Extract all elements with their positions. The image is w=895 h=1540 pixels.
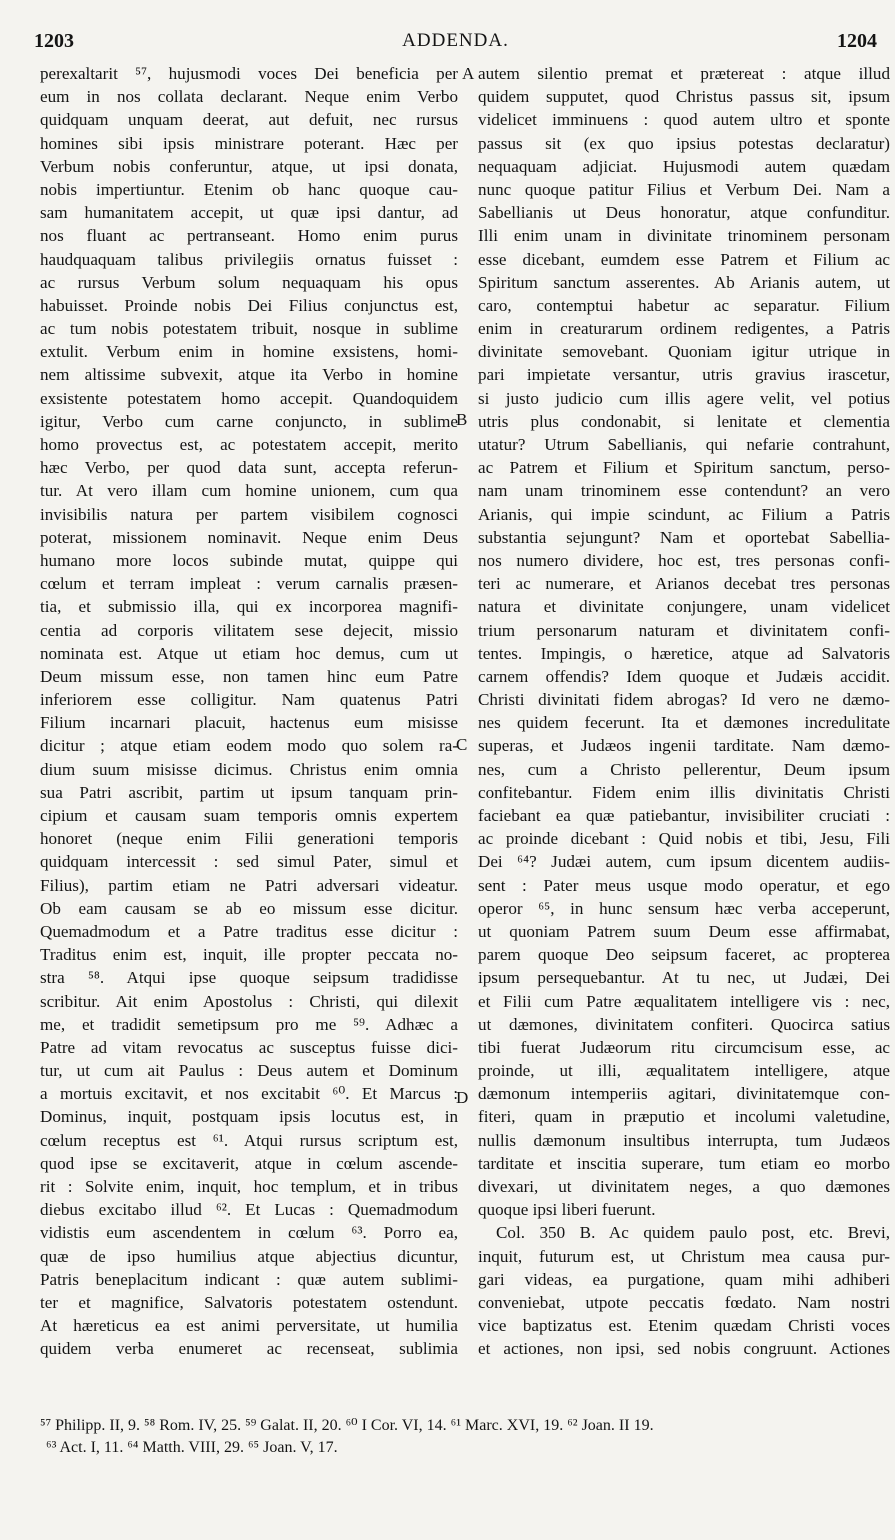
text-line: proinde, ut illi, æqualitatem intelligere, atque	[478, 1061, 890, 1081]
text-line: carnem offendis? Idem quoque et Judæis accidit.	[478, 666, 890, 686]
footnote-line: ⁶³ Act. I, 11. ⁶⁴ Matth. VIII, 29. ⁶⁵ Joan. V, 17.	[46, 1439, 338, 1456]
text-line: Christi divinitati fidem abrogas? Id vero ne dæmo-	[478, 690, 890, 710]
footnotes	[40, 1415, 877, 1459]
text-line: Patre ad vitam revocatus ac susceptus fuisse dici-	[40, 1037, 458, 1057]
text-line: inquit, futurum est, ut Christum mea causa pur-	[478, 1246, 890, 1266]
text-line: Ob eam causam se ab eo missum esse dicitur.	[40, 898, 458, 918]
text-line: sam humanitatem accepit, ut quæ ipsi dantur, ad	[40, 203, 458, 223]
text-line: trium personarum naturam et divinitatem confi-	[478, 620, 890, 640]
text-line: Col. 350 B. Ac quidem paulo post, etc. Brevi,	[496, 1223, 890, 1243]
text-line: poterat, missionem nominavit. Neque enim Deus	[40, 527, 458, 547]
text-line: utatur? Utrum Sabellianis, qui nefarie contrahunt,	[478, 435, 890, 454]
text-line: vidistis eum ascendentem in cœlum ⁶³. Porro ea,	[40, 1223, 458, 1243]
text-line: nequaquam adjiciat. Hujusmodi autem quædam	[478, 156, 890, 176]
text-line: autem silentio premat et prætereat : atque illud	[478, 64, 890, 83]
page-number-left: 1203	[34, 30, 74, 52]
text-line: centia ad corporis vilitatem sese dejecit, missio	[40, 620, 458, 640]
text-line: enim in creaturarum ordinem redigentes, a Patris	[478, 319, 890, 339]
text-line: ac rursus Verbum solum nequaquam his opus	[40, 272, 458, 292]
text-line: Quemadmodum et a Patre traditus esse dicitur :	[40, 921, 458, 941]
text-line: nominata est. Atque ut etiam hoc demus, cum ut	[40, 643, 458, 663]
text-line: Dominus, inquit, postquam ipsis locutus est, in	[40, 1107, 458, 1127]
text-line: tarditate et inscitia superare, tum etiam eo morbo	[478, 1153, 890, 1173]
margin-letter-a: A	[462, 64, 475, 83]
text-line: extulit. Verbum enim in homine exsistens, homi-	[40, 342, 458, 362]
text-line: perexaltarit ⁵⁷, hujusmodi voces Dei beneficia per	[40, 64, 458, 83]
text-line: et Filii cum Patre æqualitatem intelligere vis : nec,	[478, 991, 890, 1011]
text-line: videlicet imminuens : quod autem ultro et sponte	[478, 110, 890, 130]
right-column	[478, 62, 890, 1361]
text-line: rit : Solvite enim, inquit, hoc templum, et in tribus	[40, 1177, 458, 1196]
text-line: Traditus enim est, inquit, ille propter peccata no-	[40, 945, 458, 965]
text-line: dicitur ; atque etiam eodem modo quo solem ra-	[40, 736, 458, 756]
text-line: me, et tradidit semetipsum pro me ⁵⁹. Adhæc a	[40, 1014, 458, 1034]
text-line: Arianis, qui impie scindunt, ac Filium a Patris	[478, 504, 890, 524]
text-line: cipium et causam suam temporis omnis expertem	[40, 806, 458, 825]
text-line: fiteri, quam in præputio et incolumi valetudine,	[478, 1107, 890, 1127]
text-line: nobis impertiuntur. Etenim ob hanc quoque cau-	[40, 179, 458, 199]
text-line: hæc Verbo, per quod data sunt, accepta referun-	[40, 458, 458, 478]
text-line: humano more locos subinde mutat, quippe qui	[40, 550, 458, 570]
text-line: vice baptizatus est. Etenim quædam Christi voces	[478, 1316, 890, 1336]
text-line: ac Patrem et Filium et Spiritum sanctum, perso-	[478, 458, 890, 478]
text-line: sent : Pater meus usque modo operatur, et ego	[478, 875, 890, 895]
text-line: diebus excitabo illud ⁶². Et Lucas : Quemadmodum	[40, 1200, 458, 1220]
text-line: utris plus condonabit, si lenitate et clementia	[478, 411, 890, 431]
text-line: homines sibi ipsis ministrare poterant. Hæc per	[40, 133, 458, 153]
text-line: caro, contemptui habetur ac separatur. Filium	[478, 295, 890, 315]
page-number-right: 1204	[837, 30, 877, 52]
text-line: dæmonum intemperiis agitari, divinitatemque con-	[478, 1084, 890, 1104]
text-line: et actiones, non ipsi, sed nobis congruunt. Actiones	[478, 1339, 890, 1359]
text-line: ter et magnifice, Salvatoris potestatem ostendunt.	[40, 1292, 458, 1312]
text-line: nem altissime subvexit, atque ita Verbo in homine	[40, 365, 458, 385]
text-line: natura et divinitate conjungere, unam videlicet	[478, 597, 890, 617]
text-line: ut quoniam Patrem suum Deum esse affirmabat,	[478, 921, 890, 941]
text-line: conveniebat, utpote peccatis fœdato. Nam nostri	[478, 1292, 890, 1312]
text-line: exsistente potestatem homo accepit. Quandoquidem	[40, 388, 458, 408]
text-line: nes quidem fecerunt. Ita et dæmones incredulitate	[478, 713, 890, 733]
text-line: cœlum receptus est ⁶¹. Atqui rursus scriptum est,	[40, 1130, 458, 1150]
text-line: igitur, Verbo cum carne conjuncto, in sublime	[40, 411, 458, 431]
text-line: confitebantur. Fidem enim illis divinitatis Christi	[478, 782, 890, 802]
text-line: honoret (neque enim Filii generationi temporis	[40, 829, 458, 849]
text-line: At hæreticus ea est animi perversitate, ut humilia	[40, 1316, 458, 1336]
text-line: quidquam intercessit : sed simul Pater, simul et	[40, 852, 458, 872]
text-line: ac proinde dicebant : Quid nobis et tibi, Jesu, Fili	[478, 829, 890, 849]
text-line: eum in nos collata declarant. Neque enim Verbo	[40, 87, 458, 107]
text-line: ut dæmones, divinitatem confiteri. Quocirca satius	[478, 1014, 890, 1034]
text-line: haudquaquam talibus privilegiis ornatus fuisset :	[40, 249, 458, 269]
margin-letter-c: C	[456, 735, 468, 754]
text-line: nos numero dividere, hoc est, tres personas confi-	[478, 550, 890, 570]
text-line: ac tum nobis potestatem tribuit, nosque in sublime	[40, 319, 458, 339]
text-line: quæ de ipso humilius atque abjectius dicuntur,	[40, 1246, 458, 1266]
text-line: Spiritum sanctum asserentes. Ab Arianis autem, ut	[478, 272, 890, 292]
text-line: quod ipse se excitaverit, atque in cœlum ascende-	[40, 1153, 458, 1173]
text-line: a mortuis excitavit, et nos excitabit ⁶⁰. Et Marcus :	[40, 1084, 458, 1104]
margin-letter-b: B	[456, 410, 468, 429]
text-line: tur. At vero illam cum homine unionem, cum qua	[40, 481, 458, 501]
text-line: quoque ipsi liberi fuerunt.	[478, 1200, 656, 1220]
text-line: passus sit (ex quo ipsius potestas declaratur)	[478, 133, 890, 153]
text-line: habuisset. Proinde nobis Dei Filius conjunctus est,	[40, 295, 458, 315]
text-line: superas, et Judæos ingenii tarditate. Nam dæmo-	[478, 736, 890, 756]
text-line: cœlum et terram impleat : verum carnalis præsen-	[40, 574, 458, 594]
text-line: inferiorem esse colligitur. Nam quatenus Patri	[40, 690, 458, 710]
text-line: quidquam unquam deerat, aut defuit, nec rursus	[40, 110, 458, 130]
text-line: homo provectus est, ac potestatem accepit, merito	[40, 435, 458, 454]
text-line: operor ⁶⁵, in hunc sensum hæc verba acceperunt,	[478, 898, 890, 918]
text-line: invisibilis natura per partem visibilem cognosci	[40, 504, 458, 524]
text-line: divinitate semovebant. Quoniam igitur utrique in	[478, 342, 890, 362]
text-line: esse dicebant, eumdem esse Patrem et Filium ac	[478, 249, 890, 269]
text-line: nunc quoque patitur Filius et Verbum Dei. Nam a	[478, 179, 890, 199]
margin-letter-d: D	[456, 1088, 469, 1107]
text-line: teri ac numerare, et Arianos decebat tres personas	[478, 574, 890, 594]
text-line: substantia sejungunt? Nam et oportebat Sabellia-	[478, 527, 890, 547]
text-line: stra ⁵⁸. Atqui ipse quoque seipsum tradidisse	[40, 968, 458, 988]
text-line: Filius), partim etiam ne Patri adversari videatur.	[40, 875, 458, 895]
text-line: pari impietate versantur, utris gravius irascetur,	[478, 365, 890, 385]
text-line: sua Patri ascribit, partim ut ipsum tanquam prin-	[40, 782, 458, 802]
text-line: parem quoque Deo seipsum faceret, ac propterea	[478, 945, 890, 965]
text-line: tia, et submissio illa, qui ex incorporea magnifi-	[40, 597, 458, 617]
text-line: nam unam trinominem esse contendunt? an vero	[478, 481, 890, 501]
text-line: Deum missum esse, non tamen hinc eum Patre	[40, 666, 458, 686]
left-column	[40, 62, 458, 1361]
text-line: divexari, ut divinitatem neges, a quo dæmones	[478, 1177, 890, 1196]
text-line: quidem verba enumeret ac recenseat, sublimia	[40, 1339, 458, 1359]
text-line: tibi fuerat Judæorum ritu circumcisum esse, ac	[478, 1037, 890, 1057]
footnote-line: ⁵⁷ Philipp. II, 9. ⁵⁸ Rom. IV, 25. ⁵⁹ Galat. II, 20. ⁶⁰ I Cor. VI, 14. ⁶¹ Marc. XVI, 19. ⁶² Joan. II 19.	[40, 1417, 654, 1434]
text-line: nos fluant ac pertranseant. Homo enim purus	[40, 226, 458, 246]
text-line: Sabellianis ut Deus honoratur, atque confunditur.	[478, 203, 890, 223]
running-title: ADDENDA.	[402, 30, 509, 51]
text-line: gari videas, ea purgatione, quam mihi adhiberi	[478, 1269, 890, 1289]
text-line: Dei ⁶⁴? Judæi autem, cum ipsum dicentem audiis-	[478, 852, 890, 872]
text-line: tentes. Impingis, o hæretice, atque ad Salvatoris	[478, 643, 890, 663]
page-header	[34, 30, 877, 60]
text-line: scribitur. Ait enim Apostolus : Christi, qui dilexit	[40, 991, 458, 1011]
text-line: nullis dæmonum insultibus interrupta, tum Judæos	[478, 1130, 890, 1150]
text-line: nes, cum a Christo pellerentur, Deum ipsum	[478, 759, 890, 779]
text-line: tur, ut cum ait Paulus : Deus autem et Dominum	[40, 1061, 458, 1081]
text-line: ipsum persequebantur. At tu nec, ut Judæi, Dei	[478, 968, 890, 988]
text-line: dium suum misisse dicimus. Christus enim omnia	[40, 759, 458, 779]
text-line: si justo judicio cum illis agere velit, vel potius	[478, 388, 890, 408]
text-line: quidem supputet, quod Christus passus sit, ipsum	[478, 87, 890, 107]
text-line: Patris beneplacitum indicant : quæ autem sublimi-	[40, 1269, 458, 1289]
text-line: Illi enim unam in divinitate trinominem personam	[478, 226, 890, 246]
text-line: Filium incarnari placuit, hactenus eum misisse	[40, 713, 458, 733]
text-line: Verbum nobis conferuntur, atque, ut ipsi donata,	[40, 156, 458, 176]
text-line: faciebant ea quæ patiebantur, invisibiliter cruciati :	[478, 806, 890, 825]
